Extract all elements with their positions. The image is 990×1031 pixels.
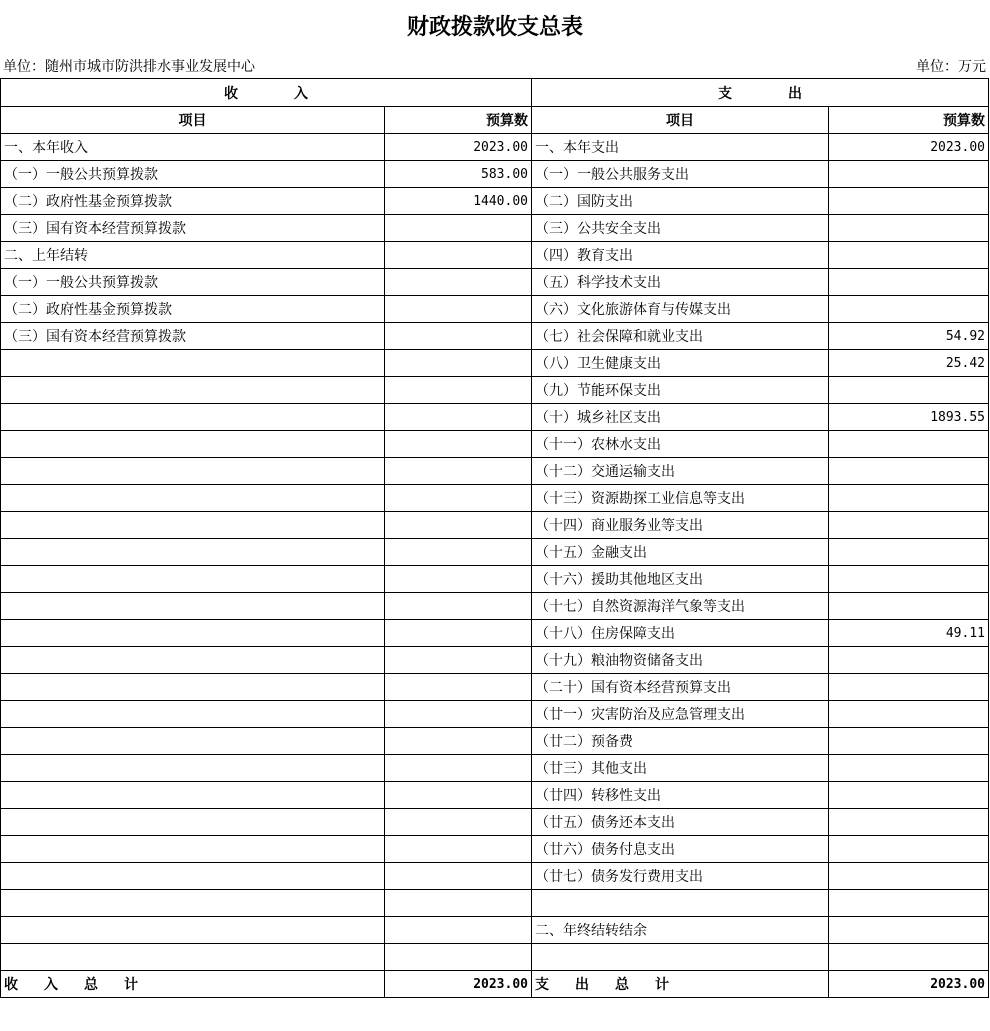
expense-item-header: 项目 — [532, 107, 829, 134]
expense-item-cell: （二）国防支出 — [532, 188, 829, 215]
expense-item-cell: （廿七）债务发行费用支出 — [532, 863, 829, 890]
expense-item-cell: （五）科学技术支出 — [532, 269, 829, 296]
income-total-label: 收入总计 — [1, 971, 385, 998]
expense-item-cell: （十四）商业服务业等支出 — [532, 512, 829, 539]
expense-item-cell: （四）教育支出 — [532, 242, 829, 269]
table-row — [1, 701, 989, 728]
expense-value-cell — [829, 269, 989, 296]
income-value-cell — [385, 404, 532, 431]
expense-value-cell — [829, 242, 989, 269]
income-item-cell: 二、上年结转 — [1, 242, 385, 269]
expense-value-cell — [829, 647, 989, 674]
income-value-cell — [385, 377, 532, 404]
unit-organization: 单位：随州市城市防洪排水事业发展中心 — [3, 59, 255, 75]
income-item-cell — [1, 593, 385, 620]
table-row — [1, 755, 989, 782]
table-row — [1, 350, 989, 377]
income-value-cell: 1440.00 — [385, 188, 532, 215]
income-budget-header: 预算数 — [385, 107, 532, 134]
income-item-cell — [1, 728, 385, 755]
expense-value-cell — [829, 701, 989, 728]
income-value-cell — [385, 242, 532, 269]
income-value-cell: 2023.00 — [385, 134, 532, 161]
income-value-cell — [385, 863, 532, 890]
expense-item-cell: （八）卫生健康支出 — [532, 350, 829, 377]
expense-value-cell — [829, 458, 989, 485]
expense-item-cell: （十八）住房保障支出 — [532, 620, 829, 647]
income-item-cell — [1, 836, 385, 863]
income-item-cell: （三）国有资本经营预算拨款 — [1, 215, 385, 242]
income-value-cell — [385, 809, 532, 836]
income-value-cell — [385, 782, 532, 809]
income-value-cell — [385, 485, 532, 512]
table-row — [1, 188, 989, 215]
income-value-cell — [385, 836, 532, 863]
income-value-cell — [385, 701, 532, 728]
table-row — [1, 296, 989, 323]
expense-section-header: 支出 — [532, 79, 989, 107]
expense-value-cell — [829, 593, 989, 620]
income-value-cell — [385, 755, 532, 782]
expense-item-cell: 二、年终结转结余 — [532, 917, 829, 944]
expense-budget-header: 预算数 — [829, 107, 989, 134]
income-item-cell — [1, 944, 385, 971]
income-item-cell — [1, 863, 385, 890]
income-item-cell: （三）国有资本经营预算拨款 — [1, 323, 385, 350]
income-value-cell — [385, 890, 532, 917]
expense-value-cell — [829, 539, 989, 566]
expense-value-cell — [829, 944, 989, 971]
expense-value-cell — [829, 755, 989, 782]
income-item-cell — [1, 539, 385, 566]
table-row — [1, 215, 989, 242]
income-value-cell — [385, 539, 532, 566]
expense-value-cell — [829, 836, 989, 863]
table-row — [1, 269, 989, 296]
table-row — [1, 809, 989, 836]
income-item-cell — [1, 404, 385, 431]
expense-value-cell — [829, 188, 989, 215]
income-value-cell — [385, 350, 532, 377]
unit-currency: 单位：万元 — [916, 59, 986, 75]
income-value-cell: 583.00 — [385, 161, 532, 188]
table-row — [1, 647, 989, 674]
expense-item-cell: （十七）自然资源海洋气象等支出 — [532, 593, 829, 620]
table-row — [1, 890, 989, 917]
section-header-row — [1, 79, 989, 107]
table-row — [1, 917, 989, 944]
expense-value-cell: 49.11 — [829, 620, 989, 647]
table-row — [1, 512, 989, 539]
expense-item-cell: （九）节能环保支出 — [532, 377, 829, 404]
expense-value-cell — [829, 512, 989, 539]
table-row — [1, 323, 989, 350]
expense-value-cell: 25.42 — [829, 350, 989, 377]
budget-table — [0, 78, 989, 998]
expense-total-label: 支出总计 — [532, 971, 829, 998]
income-item-cell — [1, 620, 385, 647]
income-item-cell: （二）政府性基金预算拨款 — [1, 188, 385, 215]
expense-value-cell — [829, 782, 989, 809]
table-row — [1, 242, 989, 269]
expense-value-cell — [829, 674, 989, 701]
income-item-cell: （一）一般公共预算拨款 — [1, 269, 385, 296]
income-item-cell — [1, 350, 385, 377]
expense-total-value: 2023.00 — [829, 971, 989, 998]
expense-item-cell: （十三）资源勘探工业信息等支出 — [532, 485, 829, 512]
table-row — [1, 404, 989, 431]
column-header-row — [1, 107, 989, 134]
expense-value-cell — [829, 890, 989, 917]
expense-value-cell: 1893.55 — [829, 404, 989, 431]
income-value-cell — [385, 674, 532, 701]
expense-item-cell: （廿三）其他支出 — [532, 755, 829, 782]
total-row — [1, 971, 989, 998]
income-value-cell — [385, 566, 532, 593]
income-item-cell — [1, 512, 385, 539]
expense-item-cell: （六）文化旅游体育与传媒支出 — [532, 296, 829, 323]
income-value-cell — [385, 215, 532, 242]
income-section-header: 收入 — [1, 79, 532, 107]
table-row — [1, 458, 989, 485]
income-item-cell: 一、本年收入 — [1, 134, 385, 161]
table-row — [1, 539, 989, 566]
expense-value-cell — [829, 485, 989, 512]
expense-value-cell — [829, 296, 989, 323]
table-row — [1, 161, 989, 188]
income-value-cell — [385, 512, 532, 539]
expense-item-cell: （十二）交通运输支出 — [532, 458, 829, 485]
expense-item-cell — [532, 890, 829, 917]
income-item-cell — [1, 566, 385, 593]
expense-item-cell — [532, 944, 829, 971]
expense-value-cell — [829, 917, 989, 944]
table-row — [1, 377, 989, 404]
table-row — [1, 485, 989, 512]
expense-value-cell: 2023.00 — [829, 134, 989, 161]
table-row — [1, 134, 989, 161]
income-item-cell — [1, 431, 385, 458]
expense-value-cell — [829, 728, 989, 755]
expense-value-cell — [829, 377, 989, 404]
income-item-cell — [1, 701, 385, 728]
expense-item-cell: （廿六）债务付息支出 — [532, 836, 829, 863]
income-value-cell — [385, 296, 532, 323]
income-value-cell — [385, 728, 532, 755]
expense-item-cell: （十五）金融支出 — [532, 539, 829, 566]
expense-item-cell: （廿二）预备费 — [532, 728, 829, 755]
expense-item-cell: （三）公共安全支出 — [532, 215, 829, 242]
table-row — [1, 782, 989, 809]
income-item-cell — [1, 755, 385, 782]
expense-item-cell: 一、本年支出 — [532, 134, 829, 161]
income-item-cell — [1, 890, 385, 917]
income-item-cell — [1, 647, 385, 674]
expense-value-cell — [829, 566, 989, 593]
expense-item-cell: （十一）农林水支出 — [532, 431, 829, 458]
expense-item-cell: （廿一）灾害防治及应急管理支出 — [532, 701, 829, 728]
table-row — [1, 863, 989, 890]
expense-item-cell: （十六）援助其他地区支出 — [532, 566, 829, 593]
income-item-cell — [1, 809, 385, 836]
expense-item-cell: （十）城乡社区支出 — [532, 404, 829, 431]
expense-item-cell: （七）社会保障和就业支出 — [532, 323, 829, 350]
income-item-cell: （一）一般公共预算拨款 — [1, 161, 385, 188]
table-row — [1, 944, 989, 971]
expense-value-cell — [829, 431, 989, 458]
income-value-cell — [385, 593, 532, 620]
expense-item-cell: （廿四）转移性支出 — [532, 782, 829, 809]
expense-item-cell: （二十）国有资本经营预算支出 — [532, 674, 829, 701]
income-item-cell — [1, 485, 385, 512]
income-item-cell: （二）政府性基金预算拨款 — [1, 296, 385, 323]
expense-item-cell: （廿五）债务还本支出 — [532, 809, 829, 836]
table-row — [1, 431, 989, 458]
expense-value-cell — [829, 809, 989, 836]
expense-value-cell — [829, 863, 989, 890]
expense-item-cell: （十九）粮油物资储备支出 — [532, 647, 829, 674]
table-row — [1, 674, 989, 701]
income-value-cell — [385, 458, 532, 485]
table-row — [1, 836, 989, 863]
income-value-cell — [385, 944, 532, 971]
table-row — [1, 620, 989, 647]
expense-item-cell: （一）一般公共服务支出 — [532, 161, 829, 188]
income-value-cell — [385, 431, 532, 458]
income-value-cell — [385, 269, 532, 296]
income-value-cell — [385, 620, 532, 647]
income-value-cell — [385, 323, 532, 350]
income-item-cell — [1, 782, 385, 809]
table-row — [1, 593, 989, 620]
expense-value-cell — [829, 161, 989, 188]
income-item-cell — [1, 377, 385, 404]
table-row — [1, 566, 989, 593]
income-value-cell — [385, 917, 532, 944]
income-value-cell — [385, 647, 532, 674]
income-total-value: 2023.00 — [385, 971, 532, 998]
table-row — [1, 728, 989, 755]
income-item-cell — [1, 458, 385, 485]
expense-value-cell: 54.92 — [829, 323, 989, 350]
page-title: 财政拨款收支总表 — [406, 14, 583, 40]
income-item-cell — [1, 917, 385, 944]
income-item-cell — [1, 674, 385, 701]
expense-value-cell — [829, 215, 989, 242]
income-item-header: 项目 — [1, 107, 385, 134]
